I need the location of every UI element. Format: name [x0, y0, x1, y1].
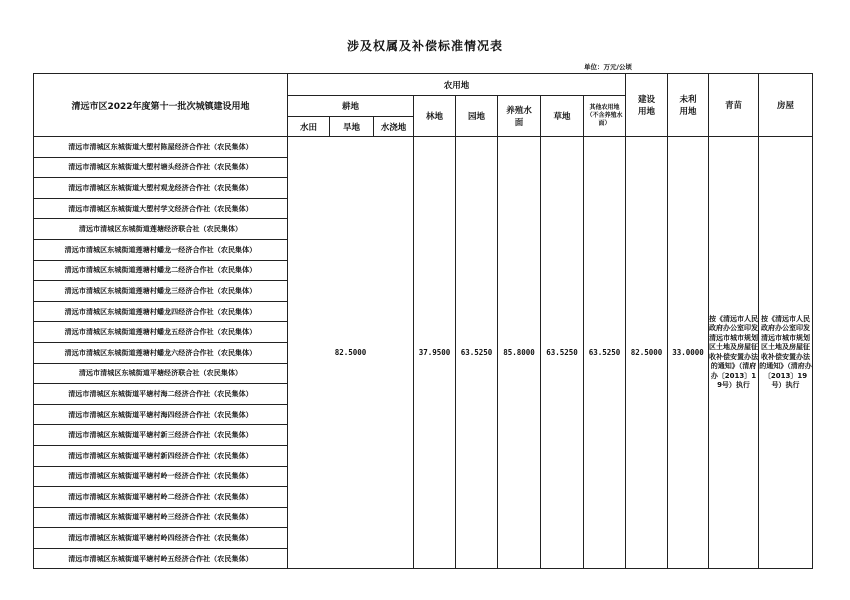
header-irrigated: 水浇地 [374, 117, 414, 137]
value-crops: 按《清远市人民政府办公室印发清远市城市规划区土地及房屋征收补偿安置办法的通知》（清府办〔2013〕19号）执行 [709, 137, 759, 569]
value-other-agri: 63.5250 [584, 137, 626, 569]
row-name: 清远市清城区东城街道莲塘村蟠龙四经济合作社（农民集体） [34, 301, 288, 322]
row-name: 清远市清城区东城街道大塱村学文经济合作社（农民集体） [34, 198, 288, 219]
unit-label: 单位：万元/公顷 [584, 63, 632, 71]
header-cultivated: 耕地 [288, 96, 414, 117]
document-title: 涉及权属及补偿标准情况表 [346, 39, 503, 53]
value-forest: 37.9500 [414, 137, 456, 569]
header-crops: 青苗 [709, 74, 759, 137]
value-grass: 63.5250 [541, 137, 584, 569]
header-dry-land: 旱地 [330, 117, 374, 137]
row-name: 清远市清城区东城街道莲塘经济联合社（农民集体） [34, 219, 288, 240]
header-paddy: 水田 [288, 117, 330, 137]
row-name: 清远市清城区东城街道莲塘村蟠龙六经济合作社（农民集体） [34, 342, 288, 363]
value-aquaculture: 85.8000 [498, 137, 541, 569]
row-name: 清远市清城区东城街道大塱村陈屋经济合作社（农民集体） [34, 137, 288, 158]
header-other-agri: 其他农用地（不含养殖水面） [584, 96, 626, 137]
row-name: 清远市清城区东城街道平塘村岭二经济合作社（农民集体） [34, 487, 288, 508]
row-name: 清远市清城区东城街道平塘村岭一经济合作社（农民集体） [34, 466, 288, 487]
row-name: 清远市清城区东城街道莲塘村蟠龙三经济合作社（农民集体） [34, 281, 288, 302]
header-aquaculture: 养殖水面 [498, 96, 541, 137]
row-name: 清远市清城区东城街道平塘村新四经济合作社（农民集体） [34, 445, 288, 466]
header-agricultural: 农用地 [288, 74, 626, 96]
row-name: 清远市清城区东城街道平塘经济联合社（农民集体） [34, 363, 288, 384]
row-name: 清远市清城区东城街道大塱村塘头经济合作社（农民集体） [34, 157, 288, 178]
row-name: 清远市清城区东城街道平塘村岭三经济合作社（农民集体） [34, 507, 288, 528]
header-project: 清远市区2022年度第十一批次城镇建设用地 [34, 74, 288, 137]
value-construction: 82.5000 [626, 137, 668, 569]
row-name: 清远市清城区东城街道平塘村岭五经济合作社（农民集体） [34, 548, 288, 569]
header-grass: 草地 [541, 96, 584, 137]
row-name: 清远市清城区东城街道平塘村海二经济合作社（农民集体） [34, 384, 288, 405]
row-name: 清远市清城区东城街道莲塘村蟠龙一经济合作社（农民集体） [34, 239, 288, 260]
row-name: 清远市清城区东城街道大塱村观龙经济合作社（农民集体） [34, 178, 288, 199]
row-name: 清远市清城区东城街道平塘村岭四经济合作社（农民集体） [34, 528, 288, 549]
value-garden: 63.5250 [456, 137, 498, 569]
value-cultivated: 82.5000 [288, 137, 414, 569]
row-name: 清远市清城区东城街道平塘村新三经济合作社（农民集体） [34, 425, 288, 446]
value-housing: 按《清远市人民政府办公室印发清远市城市规划区土地及房屋征收补偿安置办法的通知》（清府办〔2013〕19号）执行 [759, 137, 813, 569]
row-name: 清远市清城区东城街道平塘村海四经济合作社（农民集体） [34, 404, 288, 425]
compensation-table [33, 73, 813, 569]
row-name: 清远市清城区东城街道莲塘村蟠龙二经济合作社（农民集体） [34, 260, 288, 281]
value-unused: 33.0000 [668, 137, 709, 569]
row-name: 清远市清城区东城街道莲塘村蟠龙五经济合作社（农民集体） [34, 322, 288, 343]
header-garden: 园地 [456, 96, 498, 137]
header-forest: 林地 [414, 96, 456, 137]
header-construction: 建设用地 [626, 74, 668, 137]
header-housing: 房屋 [759, 74, 813, 137]
header-unused: 未利用地 [668, 74, 709, 137]
